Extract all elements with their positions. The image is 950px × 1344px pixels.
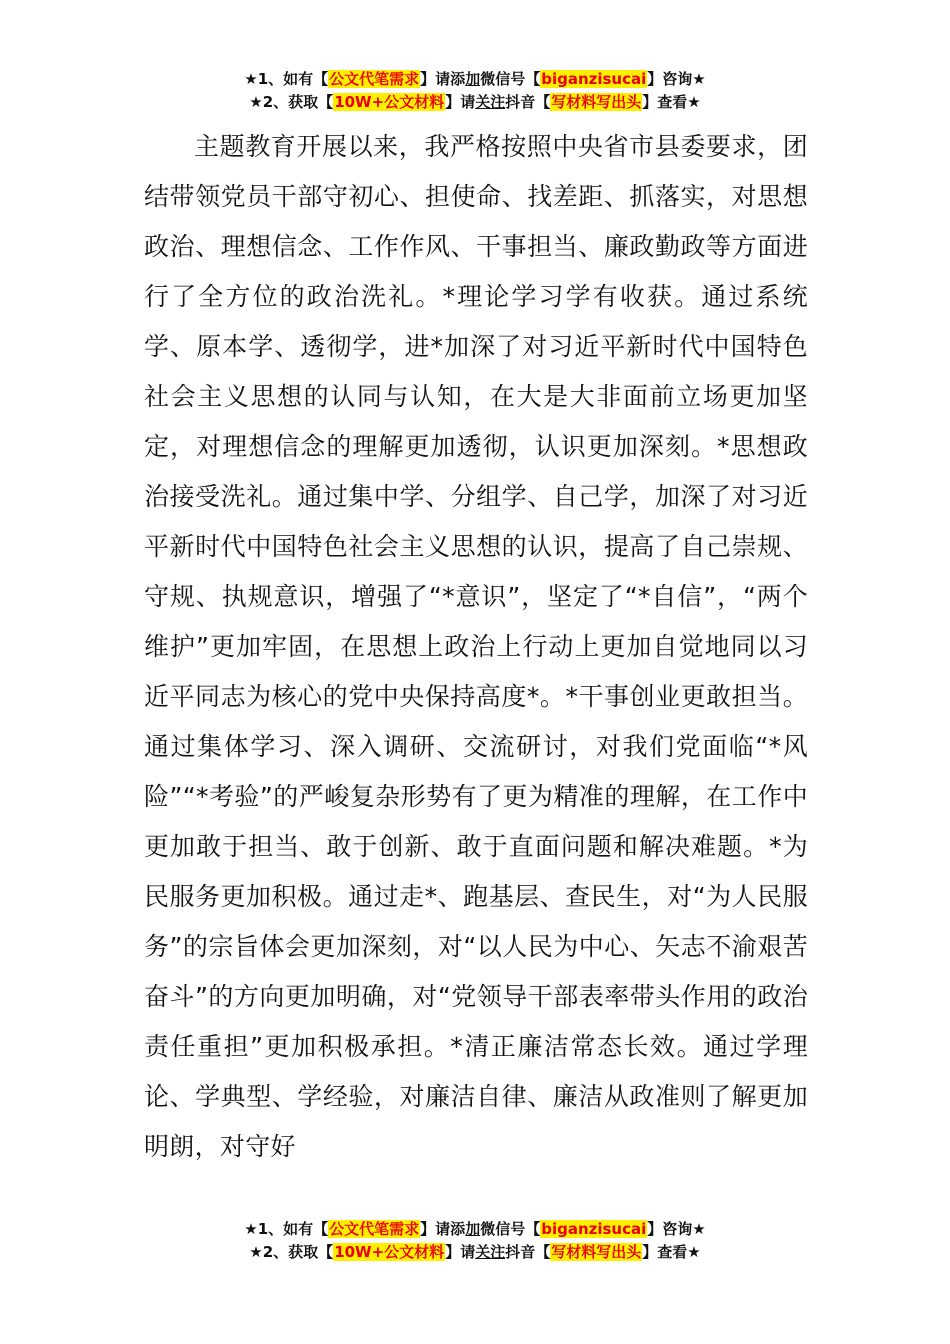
banner-line-2-emphasis: 关注 <box>475 93 506 111</box>
footer-line-1-emphasis: 加 <box>465 1220 481 1238</box>
banner-line-1-highlight-service: 公文代笔需求 <box>329 70 420 88</box>
banner-line-1-highlight-wechat-id: biganzisucai <box>541 70 647 88</box>
banner-line-1 <box>0 68 950 91</box>
banner-line-1-prefix: ★1、如有【 <box>244 70 329 88</box>
footer-line-2-highlight-douyin: 写材料写出头 <box>551 1243 642 1261</box>
banner-line-2-prefix: ★2、获取【 <box>249 93 334 111</box>
banner-line-2-suffix: 】查看★ <box>642 93 701 111</box>
footer-line-2-middle-a: 】请 <box>445 1243 476 1261</box>
banner-line-2-highlight-douyin: 写材料写出头 <box>551 93 642 111</box>
footer-line-1-highlight-wechat-id: biganzisucai <box>541 1220 647 1238</box>
document-body-paragraph: 主题教育开展以来，我严格按照中央省市县委要求，团结带领党员干部守初心、担使命、找差距、抓落实，对思想政治、理想信念、工作作风、干事担当、廉政勤政等方面进行了全方位的政治洗礼。*理论学习学有收获。通过系统学、原本学、透彻学，进*加深了对习近平新时代中国特色社会主义思想的认同与认知，在大是大非面前立场更加坚定，对理想信念的理解更加透彻，认识更加深刻。*思想政治接受洗礼。通过集中学、分组学、自己学，加深了对习近平新时代中国特色社会主义思想的认识，提高了自己崇规、守规、执规意识，增强了“*意识”，坚定了“*自信”，“两个维护”更加牢固，在思想上政治上行动上更加自觉地同以习近平同志为核心的党中央保持高度*。*干事创业更敢担当。通过集体学习、深入调研、交流研讨，对我们党面临“*风险”“*考验”的严峻复杂形势有了更为精准的理解，在工作中更加敢于担当、敢于创新、敢于直面问题和解决难题。*为民服务更加积极。通过走*、跑基层、查民生，对“为人民服务”的宗旨体会更加深刻，对“以人民为中心、矢志不渝艰苦奋斗”的方向更加明确，对“党领导干部表率带头作用的政治责任重担”更加积极承担。*清正廉洁常态长效。通过学理论、学典型、学经验，对廉洁自律、廉洁从政准则了解更加明朗，对守好 <box>144 132 808 1161</box>
footer-line-1-middle-b: 微信号【 <box>480 1220 541 1238</box>
footer-line-2-suffix: 】查看★ <box>642 1243 701 1261</box>
banner-line-2-highlight-materials: 10W+公文材料 <box>334 93 445 111</box>
banner-line-2-middle-a: 】请 <box>445 93 476 111</box>
banner-line-2-middle-b: 抖音【 <box>505 93 551 111</box>
footer-line-2-emphasis: 关注 <box>475 1243 506 1261</box>
header-banner <box>0 68 950 114</box>
banner-line-2 <box>0 91 950 114</box>
footer-line-1 <box>0 1218 950 1241</box>
banner-line-1-middle-a: 】请添 <box>420 70 466 88</box>
footer-line-2 <box>0 1241 950 1264</box>
footer-line-1-highlight-service: 公文代笔需求 <box>329 1220 420 1238</box>
banner-line-1-emphasis: 加 <box>465 70 481 88</box>
banner-line-1-middle-b: 微信号【 <box>480 70 541 88</box>
footer-banner <box>0 1218 950 1264</box>
footer-line-1-middle-a: 】请添 <box>420 1220 466 1238</box>
footer-line-2-middle-b: 抖音【 <box>505 1243 551 1261</box>
footer-line-1-suffix: 】咨询★ <box>647 1220 706 1238</box>
footer-line-1-prefix: ★1、如有【 <box>244 1220 329 1238</box>
banner-line-1-suffix: 】咨询★ <box>647 70 706 88</box>
footer-line-2-prefix: ★2、获取【 <box>249 1243 334 1261</box>
footer-line-2-highlight-materials: 10W+公文材料 <box>334 1243 445 1261</box>
